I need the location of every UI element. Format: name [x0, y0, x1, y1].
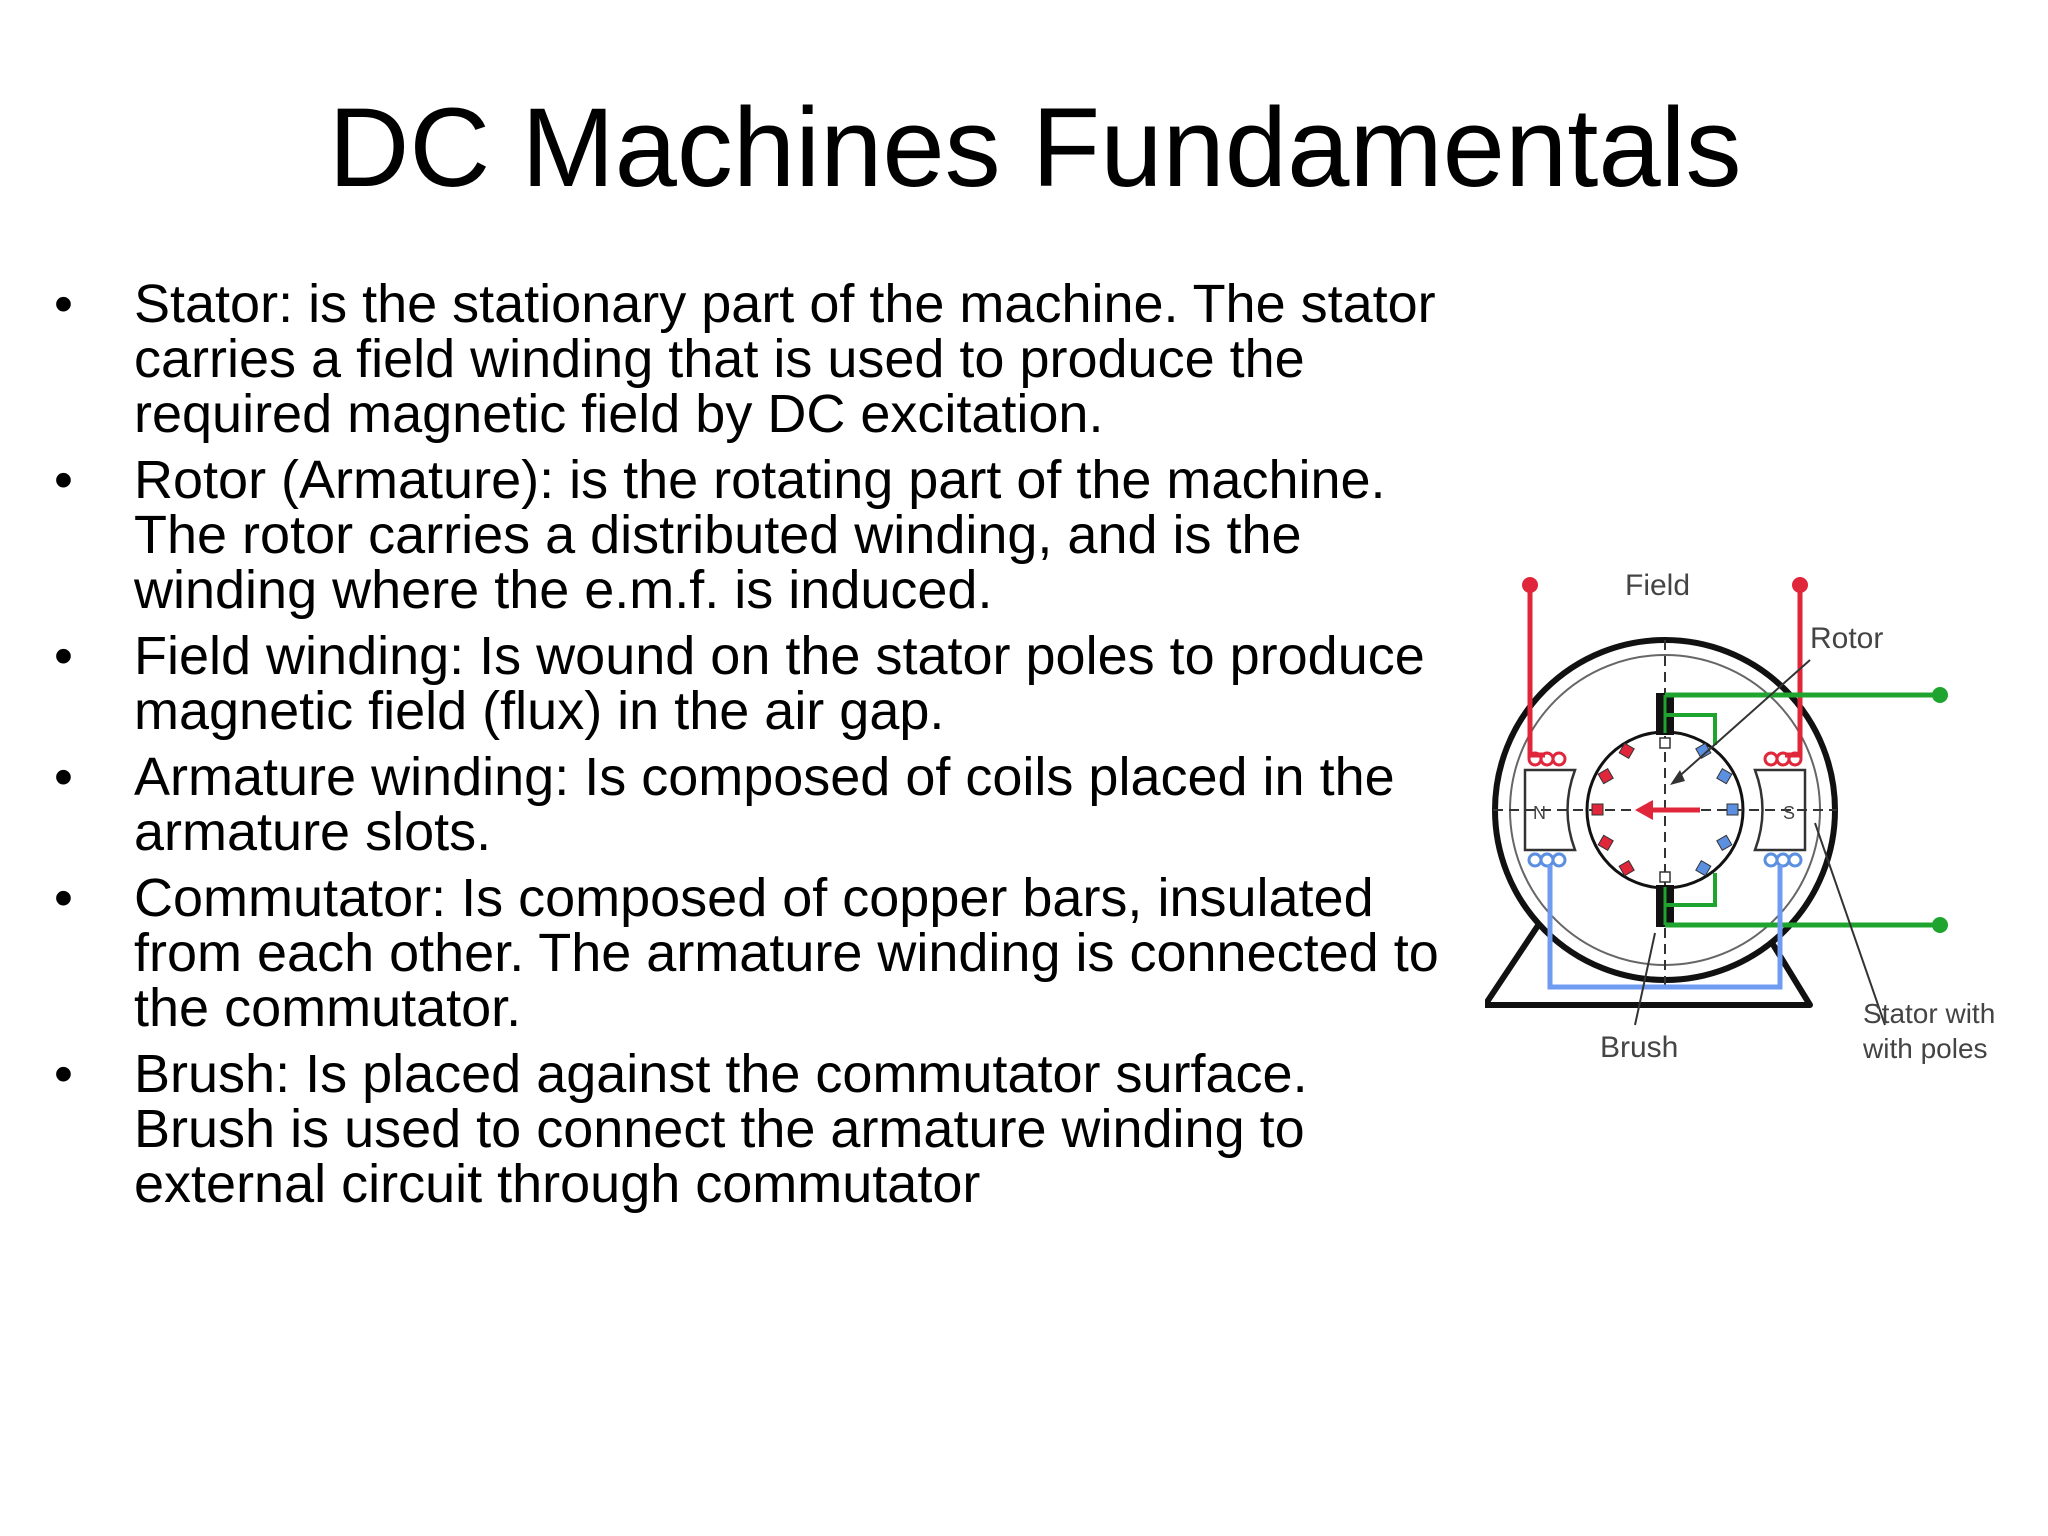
bullet-marker: •: [54, 747, 73, 807]
armature-terminal-bottom: [1932, 917, 1948, 933]
commutator-segment-top: [1660, 738, 1670, 748]
bullet-text: Rotor (Armature): is the rotating part of the machine. The rotor carries a distributed winding, and is the winding where the e.m.f. is induced.: [134, 450, 1386, 620]
slide-title: DC Machines Fundamentals: [328, 85, 1742, 210]
bullet-brush: [50, 1044, 1450, 1214]
field-terminal-left: [1522, 577, 1538, 593]
bullet-marker: •: [54, 868, 73, 928]
label-pole-n: N: [1533, 803, 1546, 823]
field-terminal-right: [1792, 577, 1808, 593]
bullet-list: [50, 274, 1450, 1223]
bullet-marker: •: [54, 450, 73, 510]
bullet-field-winding: [50, 626, 1450, 741]
label-rotor: Rotor: [1810, 622, 1884, 655]
bullet-text: Stator: is the stationary part of the machine. The stator carries a field winding that is used to produce the required magnetic field by DC excitation.: [134, 274, 1436, 444]
dc-machine-diagram: [1485, 555, 2025, 1085]
label-pole-s: S: [1783, 803, 1796, 823]
bullet-text: Brush: Is placed against the commutator surface. Brush is used to connect the armature winding to external circuit through commutator: [134, 1044, 1308, 1214]
bullet-marker: •: [54, 626, 73, 686]
bullet-rotor: [50, 450, 1450, 620]
bullet-commutator: [50, 868, 1450, 1038]
bullet-text: Commutator: Is composed of copper bars, insulated from each other. The armature winding is connected to the commutator.: [134, 868, 1439, 1038]
bullet-marker: •: [54, 1044, 73, 1104]
bullet-armature-winding: [50, 747, 1450, 862]
label-stator-line2: with poles: [1863, 1033, 1988, 1064]
label-stator-line1: Stator with: [1863, 998, 1996, 1029]
commutator-segment-bottom: [1660, 872, 1670, 882]
armature-terminal-top: [1932, 687, 1948, 703]
label-brush: Brush: [1600, 1031, 1679, 1064]
bullet-text: Armature winding: Is composed of coils placed in the armature slots.: [134, 747, 1395, 862]
label-field: Field: [1625, 569, 1691, 602]
bullet-text: Field winding: Is wound on the stator poles to produce magnetic field (flux) in the air gap.: [134, 626, 1425, 741]
dc-machine-svg: [1485, 555, 2025, 1085]
bullet-marker: •: [54, 274, 73, 334]
bullet-stator: [50, 274, 1450, 444]
